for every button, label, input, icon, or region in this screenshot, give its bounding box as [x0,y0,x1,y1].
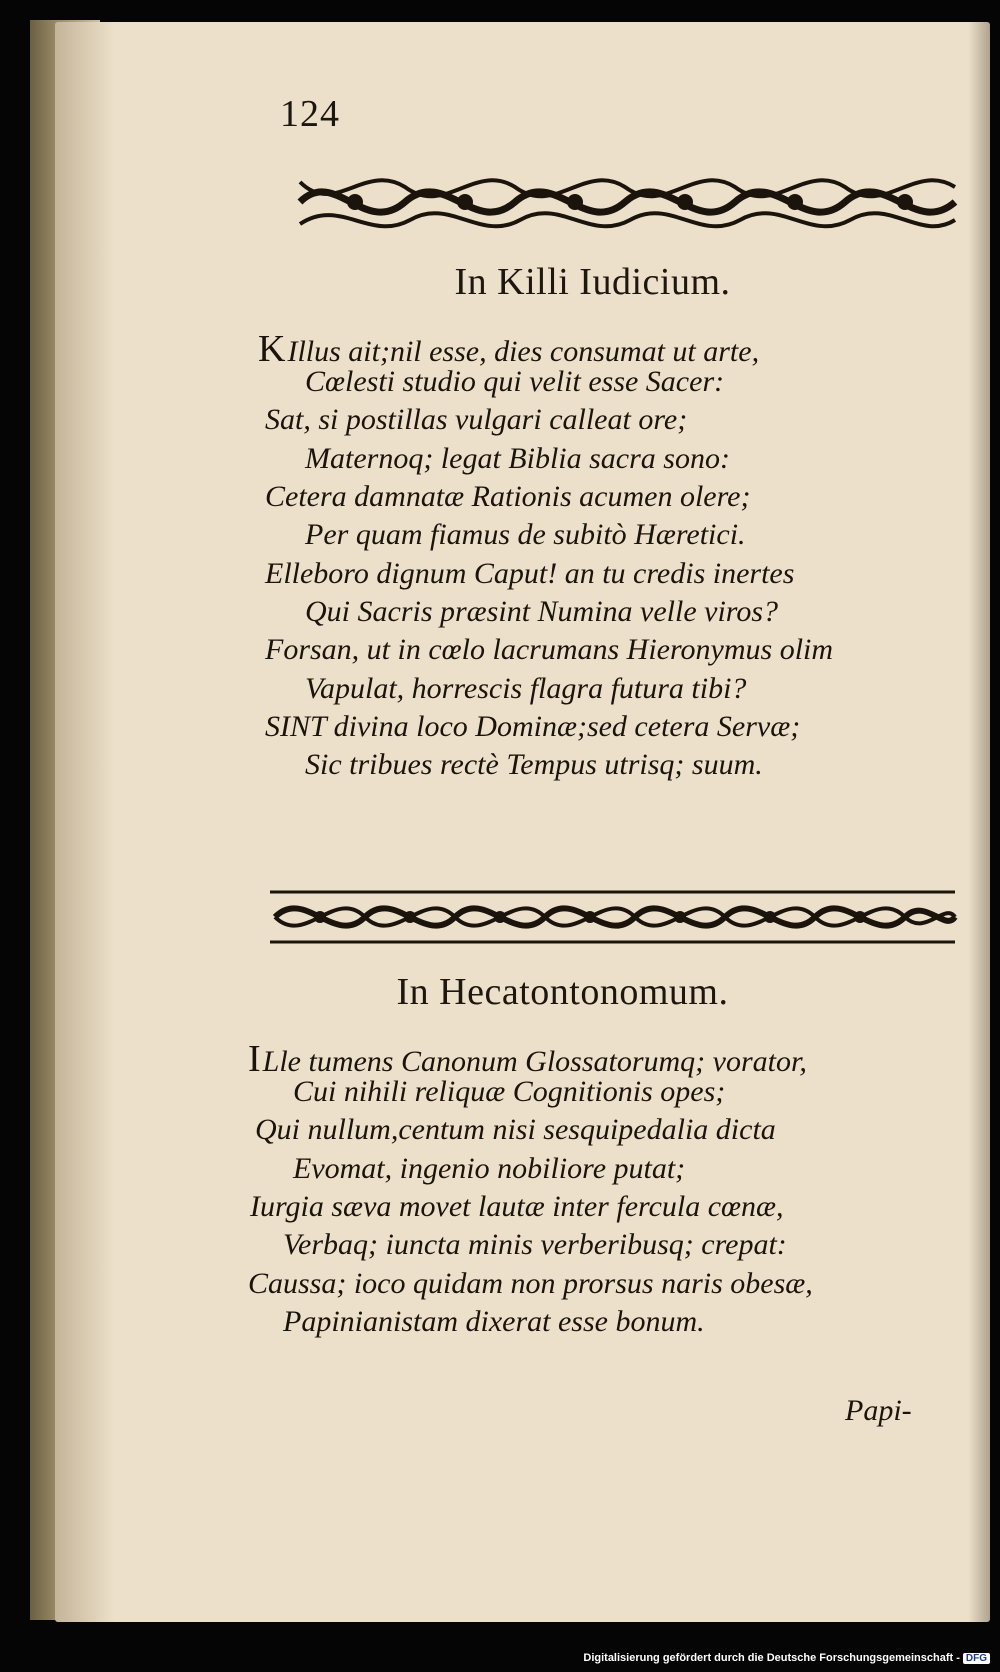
book-page [55,22,990,1622]
verse-line: Elleboro dignum Caput! an tu credis inertes [265,557,795,590]
verse-line: Iurgia sæva movet lautæ inter fercula cœnæ, [250,1190,784,1223]
ornament-headpiece-icon [295,162,960,242]
ornament-headpiece-icon [265,877,960,957]
verse-line: Vapulat, horrescis flagra futura tibi? [305,672,747,705]
verse-line: Cui nihili reliquæ Cognitionis opes; [293,1075,726,1108]
verse-line: Qui nullum,centum nisi sesquipedalia dicta [255,1113,776,1146]
verse-line: Per quam fiamus de subitò Hæretici. [305,518,746,551]
poem-title: In Killi Iudicium. [454,261,731,303]
dfg-logo-icon: DFG [963,1653,990,1664]
verse-line: Verbaq; iuncta minis verberibusq; crepat: [283,1228,787,1261]
verse-line: Cœlesti studio qui velit esse Sacer: [305,365,725,398]
verse-line: Cetera damnatæ Rationis acumen olere; [265,480,751,513]
drop-cap: K [258,328,286,370]
digitization-credit [583,1652,990,1664]
verse-line: Evomat, ingenio nobiliore putat; [293,1152,686,1185]
verse-line: Sat, si postillas vulgari calleat ore; [265,403,688,436]
verse-line: SINT divina loco Dominæ;sed cetera Servæ; [265,710,801,743]
verse-line: Papinianistam dixerat esse bonum. [283,1305,705,1338]
verse-line: Maternoq; legat Biblia sacra sono: [305,442,730,475]
verse-line: ILle tumens Canonum Glossatorumq; vorator, [248,1038,807,1080]
poem-title: In Hecatontonomum. [396,971,729,1013]
credit-text: Digitalisierung gefördert durch die Deutsche Forschungsgemeinschaft - [583,1652,960,1664]
verse-line: Qui Sacris præsint Numina velle viros? [305,595,779,628]
drop-cap: I [248,1038,261,1080]
verse-line: KIllus ait;nil esse, dies consumat ut arte, [258,328,760,370]
verse-line: Sic tribues rectè Tempus utrisq; suum. [305,748,763,781]
catchword: Papi- [845,1394,912,1427]
verse-line: Caussa; ioco quidam non prorsus naris obesæ, [248,1267,813,1300]
page-number: 124 [280,93,340,135]
verse-line: Forsan, ut in cœlo lacrumans Hieronymus olim [265,633,834,666]
